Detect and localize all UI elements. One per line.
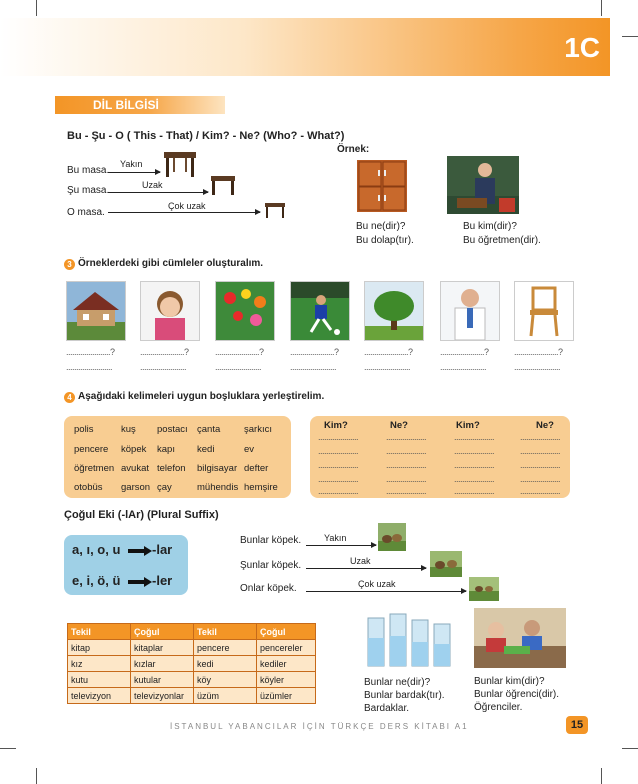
students-caption-plural: Öğrenciler. [474, 702, 523, 713]
blank-line[interactable]: .................... [386, 486, 427, 496]
word-item: kuş [121, 424, 136, 435]
table-row [68, 672, 316, 688]
glasses-caption-q: Bunlar ne(dir)? [364, 677, 431, 688]
word-item: mühendis [197, 482, 239, 493]
table-header: Tekil [194, 624, 257, 640]
answer-line[interactable]: ....................... [140, 362, 187, 372]
blank-line[interactable]: .................... [454, 474, 495, 484]
word-item: bilgisayar [197, 463, 238, 474]
answer-question-line[interactable]: ......................? [290, 347, 339, 357]
exercise4-instruction: Aşağıdaki kelimeleri uygun boşluklara yerleştirelim. [78, 391, 325, 402]
table-icon [210, 174, 236, 196]
demo-sentence-3: O masa. [67, 207, 105, 218]
cabinet-image [357, 160, 407, 212]
word-item: polis [74, 424, 94, 435]
dogs-image [469, 577, 499, 601]
column-header-ne: Ne? [390, 420, 408, 431]
example-who-q: Bu kim(dir)? [463, 221, 517, 232]
table-cell: televizyonlar [131, 688, 194, 704]
blank-line[interactable]: .................... [318, 474, 359, 484]
answer-question-line[interactable]: ......................? [66, 347, 115, 357]
example-label: Örnek: [337, 144, 370, 155]
answer-line[interactable]: ....................... [440, 362, 487, 372]
arrow-icon [108, 192, 208, 193]
answer-line[interactable]: ....................... [215, 362, 262, 372]
example-who-a: Bu öğretmen(dir). [463, 235, 541, 246]
blank-line[interactable]: .................... [318, 460, 359, 470]
answer-line[interactable]: ....................... [66, 362, 113, 372]
crop-mark [601, 768, 602, 784]
word-item: hemşire [244, 482, 278, 493]
crop-mark [622, 748, 638, 749]
answer-question-line[interactable]: ......................? [140, 347, 189, 357]
rule-front-vowels: e, i, ö, ü [72, 573, 121, 588]
table-cell: üzümler [257, 688, 316, 704]
crop-mark [0, 748, 16, 749]
table-cell: kediler [257, 656, 316, 672]
doctor-image [440, 281, 500, 341]
unit-label: 1C [564, 32, 600, 63]
rule-suffix-lar: -lar [152, 542, 173, 557]
table-cell: pencereler [257, 640, 316, 656]
word-item: pencere [74, 444, 109, 455]
answer-question-line[interactable]: ......................? [364, 347, 413, 357]
table-cell: televizyon [68, 688, 131, 704]
blank-line[interactable]: .................... [318, 432, 359, 442]
answer-line[interactable]: ....................... [364, 362, 411, 372]
word-item: çay [157, 482, 172, 493]
plural-sentence-3: Onlar köpek. [240, 583, 297, 594]
dogs-image [378, 523, 406, 551]
demo-sentence-1: Bu masa. [67, 165, 110, 176]
crop-mark [36, 768, 37, 784]
students-caption-q: Bunlar kim(dir)? [474, 676, 545, 687]
demo-distance-2: Uzak [142, 180, 163, 190]
arrow-icon [108, 172, 160, 173]
plural-table [67, 623, 316, 704]
arrow-icon [306, 568, 426, 569]
blank-line[interactable]: .................... [520, 432, 561, 442]
word-item: öğretmen [74, 463, 115, 474]
plural-distance-1: Yakın [324, 533, 347, 543]
column-header-kim: Kim? [324, 420, 348, 431]
students-caption-a: Bunlar öğrenci(dir). [474, 689, 560, 700]
blank-line[interactable]: .................... [520, 446, 561, 456]
blank-line[interactable]: .................... [386, 460, 427, 470]
exercise3-instruction: Örneklerdeki gibi cümleler oluşturalım. [78, 258, 264, 269]
table-cell: köyler [257, 672, 316, 688]
word-item: kapı [157, 444, 175, 455]
page-number: 15 [566, 716, 588, 734]
dogs-image [430, 551, 462, 577]
answer-question-line[interactable]: ......................? [215, 347, 264, 357]
table-header: Tekil [68, 624, 131, 640]
demo-distance-1: Yakın [120, 159, 143, 169]
glasses-caption-plural: Bardaklar. [364, 703, 410, 714]
table-icon [264, 201, 286, 219]
plural-rule-box [64, 535, 188, 595]
demo-distance-3: Çok uzak [168, 201, 206, 211]
word-item: defter [244, 463, 269, 474]
crop-mark [601, 0, 602, 16]
blank-line[interactable]: .................... [386, 474, 427, 484]
table-row [68, 688, 316, 704]
table-header: Çoğul [257, 624, 316, 640]
table-row [68, 640, 316, 656]
chair-image [514, 281, 574, 341]
blank-line[interactable]: .................... [386, 432, 427, 442]
answer-line[interactable]: ....................... [290, 362, 337, 372]
plural-sentence-2: Şunlar köpek. [240, 560, 302, 571]
answer-line[interactable]: ....................... [514, 362, 561, 372]
glasses-image [364, 608, 456, 670]
table-cell: kitaplar [131, 640, 194, 656]
crop-mark [36, 0, 37, 16]
flowers-image [215, 281, 275, 341]
word-item: ev [244, 444, 255, 455]
plural-sentence-1: Bunlar köpek. [240, 535, 302, 546]
column-header-kim: Kim? [456, 420, 480, 431]
demo-sentence-2: Şu masa. [67, 185, 110, 196]
blank-line[interactable]: .................... [318, 486, 359, 496]
blank-line[interactable]: .................... [386, 446, 427, 456]
arrow-icon [306, 545, 376, 546]
table-cell: kutu [68, 672, 131, 688]
word-item: kedi [197, 444, 215, 455]
column-header-ne: Ne? [536, 420, 554, 431]
arrow-icon [128, 546, 152, 556]
arrow-icon [108, 212, 260, 213]
blank-line[interactable]: .................... [520, 460, 561, 470]
plural-distance-2: Uzak [350, 556, 371, 566]
blank-line[interactable]: .................... [520, 474, 561, 484]
house-image [66, 281, 126, 341]
rule-suffix-ler: -ler [152, 573, 173, 588]
table-row [68, 656, 316, 672]
answer-question-line[interactable]: ......................? [440, 347, 489, 357]
word-bank [64, 416, 291, 498]
crop-mark [622, 36, 638, 37]
example-what-a: Bu dolap(tır). [356, 235, 414, 246]
footer-text: İSTANBUL YABANCILAR İÇİN TÜRKÇE DERS KİTABI A1 [170, 722, 469, 731]
exercise-number-badge: 4 [64, 392, 75, 403]
word-item: köpek [121, 444, 147, 455]
word-item: avukat [121, 463, 149, 474]
word-item: çanta [197, 424, 221, 435]
demonstratives-heading: Bu - Şu - O ( This - That) / Kim? - Ne? (Who? - What?) [67, 130, 345, 142]
table-header: Çoğul [131, 624, 194, 640]
table-cell: kızlar [131, 656, 194, 672]
blank-line[interactable]: .................... [454, 460, 495, 470]
table-cell: köy [194, 672, 257, 688]
plural-distance-3: Çok uzak [358, 579, 396, 589]
table-cell: kutular [131, 672, 194, 688]
word-item: telefon [157, 463, 186, 474]
table-icon [163, 150, 197, 178]
teacher-image [447, 156, 519, 214]
answer-question-line[interactable]: ......................? [514, 347, 563, 357]
rule-back-vowels: a, ı, o, u [72, 542, 121, 557]
blank-line[interactable]: .................... [520, 486, 561, 496]
section-title: DİL BİLGİSİ [55, 96, 225, 114]
header-banner [0, 18, 610, 76]
plural-heading: Çoğul Eki (-lAr) (Plural Suffix) [64, 509, 219, 521]
tree-image [364, 281, 424, 341]
word-item: otobüs [74, 482, 103, 493]
blank-line[interactable]: .................... [454, 486, 495, 496]
girl-image [140, 281, 200, 341]
exercise-number-badge: 3 [64, 259, 75, 270]
word-item: garson [121, 482, 151, 493]
example-what-q: Bu ne(dir)? [356, 221, 406, 232]
word-item: postacı [157, 424, 188, 435]
word-item: şarkıcı [244, 424, 272, 435]
football-image [290, 281, 350, 341]
blank-line[interactable]: .................... [318, 446, 359, 456]
arrow-icon [306, 591, 466, 592]
blank-line[interactable]: .................... [454, 446, 495, 456]
table-cell: üzüm [194, 688, 257, 704]
blank-line[interactable]: .................... [454, 432, 495, 442]
table-cell: kedi [194, 656, 257, 672]
arrow-icon [128, 577, 152, 587]
table-cell: pencere [194, 640, 257, 656]
students-image [474, 608, 566, 668]
table-cell: kitap [68, 640, 131, 656]
question-columns-box [310, 416, 570, 498]
glasses-caption-a: Bunlar bardak(tır). [364, 690, 445, 701]
table-cell: kız [68, 656, 131, 672]
